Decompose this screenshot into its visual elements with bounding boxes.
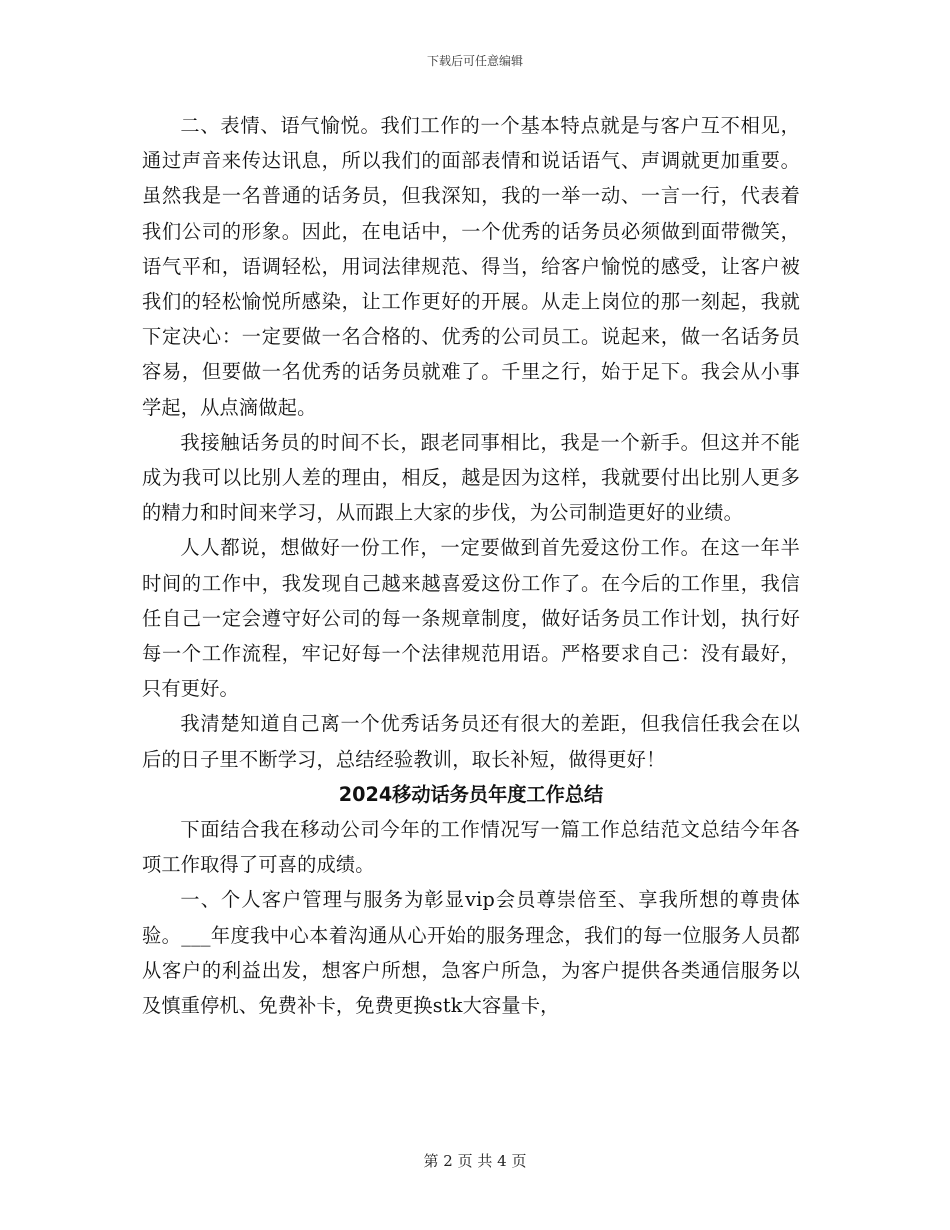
page-number: 第 2 页 共 4 页 xyxy=(423,1152,527,1170)
paragraph: 我清楚知道自己离一个优秀话务员还有很大的差距，但我信任我会在以后的日子里不断学习，总结经验教训，取长补短，做得更好！ xyxy=(142,712,800,771)
paragraph: 我接触话务员的时间不长，跟老同事相比，我是一个新手。但这并不能成为我可以比别人差的理由，相反，越是因为这样，我就要付出比别人更多的精力和时间来学习，从而跟上大家的步伐，为公司制造更好的业绩。 xyxy=(142,430,800,525)
paragraph: 二、表情、语气愉悦。我们工作的一个基本特点就是与客户互不相见，通过声音来传达讯息，所以我们的面部表情和说话语气、声调就更加重要。虽然我是一名普通的话务员，但我深知，我的一举一动、一言一行，代表着我们公司的形象。因此，在电话中，一个优秀的话务员必须做到面带微笑，语气平和，语调轻松，用词法律规范、得当，给客户愉悦的感受，让客户被我们的轻松愉悦所感染，让工作更好的开展。从走上岗位的那一刻起，我就下定决心：一定要做一名合格的、优秀的公司员工。说起来，做一名话务员容易，但要做一名优秀的话务员就难了。千里之行，始于足下。我会从小事学起，从点滴做起。 xyxy=(142,114,800,419)
section-title: 2024移动话务员年度工作总结 xyxy=(338,782,604,806)
document-body xyxy=(142,108,800,1023)
paragraph: 下面结合我在移动公司今年的工作情况写一篇工作总结范文总结今年各项工作取得了可喜的成绩。 xyxy=(142,818,800,877)
paragraph: 人人都说，想做好一份工作，一定要做到首先爱这份工作。在这一年半时间的工作中，我发现自己越来越喜爱这份工作了。在今后的工作里，我信任自己一定会遵守好公司的每一条规章制度，做好话务员工作计划，执行好每一个工作流程，牢记好每一个法律规范用语。严格要求自己：没有最好，只有更好。 xyxy=(142,536,800,701)
page-header: 下载后可任意编辑 xyxy=(426,54,523,68)
paragraph: 一、个人客户管理与服务为彰显vip会员尊崇倍至、享我所想的尊贵体验。___年度我中心本着沟通从心开始的服务理念，我们的每一位服务人员都从客户的利益出发，想客户所想，急客户所急，为客户提供各类通信服务以及慎重停机、免费补卡，免费更换stk大容量卡， xyxy=(142,888,800,1018)
